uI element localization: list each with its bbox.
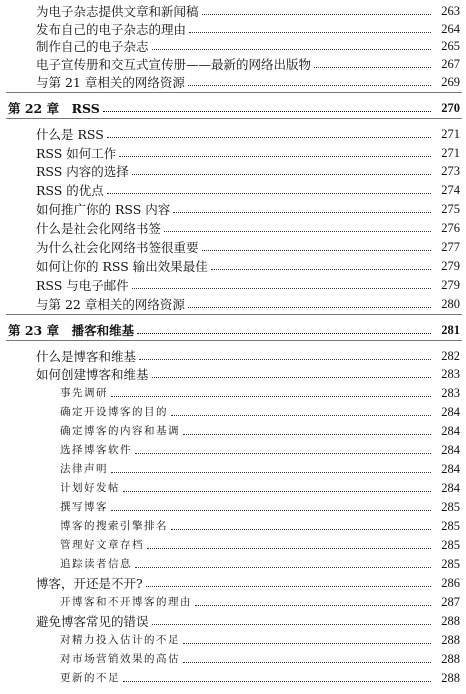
entry-title: 计划好发帖 bbox=[60, 482, 120, 494]
entry-title: 撰写博客 bbox=[60, 501, 108, 513]
page-number: 284 bbox=[441, 462, 460, 476]
dot-leader bbox=[119, 156, 431, 157]
dot-leader bbox=[183, 434, 431, 435]
page-number: 273 bbox=[441, 164, 460, 178]
toc-entry bbox=[0, 199, 460, 217]
page-number: 283 bbox=[441, 367, 460, 381]
dot-leader bbox=[135, 567, 431, 568]
dot-leader bbox=[211, 269, 431, 270]
section-rule bbox=[6, 340, 462, 341]
page-number: 279 bbox=[441, 278, 460, 292]
page-number: 286 bbox=[441, 576, 460, 590]
entry-title: 避免博客常见的错误 bbox=[36, 614, 149, 629]
dot-leader bbox=[139, 359, 431, 360]
dot-leader bbox=[111, 472, 431, 473]
dot-leader bbox=[188, 307, 431, 308]
toc-entry bbox=[0, 459, 460, 477]
dot-leader bbox=[123, 491, 431, 492]
toc-entry bbox=[0, 161, 460, 179]
entry-title: 发布自己的电子杂志的理由 bbox=[36, 22, 187, 37]
toc-entry bbox=[0, 383, 460, 401]
dot-leader bbox=[152, 49, 431, 50]
dot-leader bbox=[107, 193, 431, 194]
page-number: 264 bbox=[441, 22, 460, 36]
entry-title: 第 22 章 RSS bbox=[8, 101, 100, 116]
dot-leader bbox=[152, 377, 431, 378]
toc-entry bbox=[0, 478, 460, 496]
toc-entry bbox=[0, 421, 460, 439]
toc-entry bbox=[0, 630, 460, 648]
entry-title: 电子宣传册和交互式宣传册——最新的网络出版物 bbox=[36, 57, 312, 72]
toc-entry bbox=[0, 440, 460, 458]
entry-title: 追踪读者信息 bbox=[60, 558, 132, 570]
toc-entry bbox=[0, 573, 460, 591]
entry-title: 如何让你的 RSS 输出效果最佳 bbox=[36, 259, 208, 274]
toc-entry bbox=[0, 54, 460, 72]
entry-title: RSS 的优点 bbox=[36, 183, 104, 198]
entry-title: 确定开设博客的目的 bbox=[60, 406, 168, 418]
entry-title: 确定博客的内容和基调 bbox=[60, 425, 180, 437]
page-number: 288 bbox=[441, 652, 460, 666]
dot-leader bbox=[183, 643, 431, 644]
dot-leader bbox=[173, 212, 431, 213]
toc-entry bbox=[0, 554, 460, 572]
toc-entry bbox=[0, 256, 460, 274]
page-number: 263 bbox=[441, 4, 460, 18]
page-number: 270 bbox=[441, 101, 460, 115]
page-number: 275 bbox=[441, 202, 460, 216]
page-number: 284 bbox=[441, 481, 460, 495]
toc-entry bbox=[0, 275, 460, 293]
page-number: 271 bbox=[441, 127, 460, 141]
dot-leader bbox=[164, 231, 431, 232]
dot-leader bbox=[183, 662, 431, 663]
page-number: 280 bbox=[441, 297, 460, 311]
page-number: 288 bbox=[441, 633, 460, 647]
toc-entry bbox=[0, 237, 460, 255]
page-number: 267 bbox=[441, 57, 460, 71]
page-number: 285 bbox=[441, 519, 460, 533]
dot-leader bbox=[132, 174, 431, 175]
page-number: 276 bbox=[441, 221, 460, 235]
entry-title: RSS 内容的选择 bbox=[36, 164, 129, 179]
page-number: 282 bbox=[441, 349, 460, 363]
entry-title: RSS 如何工作 bbox=[36, 146, 117, 161]
toc-entry bbox=[0, 218, 460, 236]
dot-leader bbox=[202, 250, 431, 251]
page-number: 284 bbox=[441, 424, 460, 438]
entry-title: 与第 21 章相关的网络资源 bbox=[36, 75, 185, 90]
entry-title: 事先调研 bbox=[60, 387, 108, 399]
entry-title: 为什么社会化网络书签很重要 bbox=[36, 240, 199, 255]
page-number: 288 bbox=[441, 671, 460, 685]
entry-title: 管理好文章存档 bbox=[60, 539, 144, 551]
toc-entry bbox=[0, 402, 460, 420]
toc-entry bbox=[0, 516, 460, 534]
page-number: 288 bbox=[441, 614, 460, 628]
entry-title: 选择博客软件 bbox=[60, 444, 132, 456]
dot-leader bbox=[146, 586, 431, 587]
entry-title: 什么是社会化网络书签 bbox=[36, 221, 162, 236]
toc-entry bbox=[0, 649, 460, 667]
dot-leader bbox=[314, 67, 431, 68]
page-number: 274 bbox=[441, 183, 460, 197]
toc-entry bbox=[0, 180, 460, 198]
dot-leader bbox=[107, 137, 431, 138]
toc-entry bbox=[0, 668, 460, 686]
toc-entry bbox=[0, 124, 460, 142]
section-rule bbox=[6, 118, 462, 119]
dot-leader bbox=[135, 453, 431, 454]
toc-entry bbox=[0, 346, 460, 364]
dot-leader bbox=[137, 333, 431, 334]
toc-entry bbox=[0, 19, 460, 37]
entry-title: 第 23 章 播客和维基 bbox=[8, 323, 135, 338]
entry-title: 更新的不足 bbox=[60, 672, 120, 684]
dot-leader bbox=[189, 32, 431, 33]
chapter-heading bbox=[0, 98, 460, 116]
entry-title: 如何创建博客和维基 bbox=[36, 367, 149, 382]
page-number: 285 bbox=[441, 557, 460, 571]
dot-leader bbox=[103, 111, 431, 112]
entry-title: 对市场营销效果的高估 bbox=[60, 653, 180, 665]
entry-title: 制作自己的电子杂志 bbox=[36, 39, 149, 54]
toc-entry bbox=[0, 497, 460, 515]
entry-title: 法律声明 bbox=[60, 463, 108, 475]
dot-leader bbox=[123, 681, 431, 682]
dot-leader bbox=[132, 288, 431, 289]
dot-leader bbox=[188, 85, 431, 86]
chapter-heading bbox=[0, 320, 460, 338]
section-rule bbox=[6, 314, 462, 315]
entry-title: 什么是 RSS bbox=[36, 127, 104, 142]
page-number: 281 bbox=[441, 323, 460, 337]
dot-leader bbox=[111, 396, 431, 397]
toc-entry bbox=[0, 143, 460, 161]
page-number: 279 bbox=[441, 259, 460, 273]
page-number: 271 bbox=[441, 146, 460, 160]
entry-title: RSS 与电子邮件 bbox=[36, 278, 129, 293]
page-number: 284 bbox=[441, 443, 460, 457]
page-number: 287 bbox=[441, 595, 460, 609]
entry-title: 开博客和不开博客的理由 bbox=[60, 596, 192, 608]
page-number: 285 bbox=[441, 538, 460, 552]
page-number: 265 bbox=[441, 39, 460, 53]
dot-leader bbox=[111, 510, 431, 511]
page-number: 284 bbox=[441, 405, 460, 419]
toc-entry bbox=[0, 294, 460, 312]
dot-leader bbox=[171, 415, 431, 416]
page-number: 285 bbox=[441, 500, 460, 514]
entry-title: 为电子杂志提供文章和新闻稿 bbox=[36, 4, 199, 19]
toc-entry bbox=[0, 535, 460, 553]
entry-title: 什么是博客和维基 bbox=[36, 349, 137, 364]
dot-leader bbox=[202, 14, 431, 15]
toc-entry bbox=[0, 364, 460, 382]
dot-leader bbox=[195, 605, 431, 606]
page-number: 283 bbox=[441, 386, 460, 400]
entry-title: 与第 22 章相关的网络资源 bbox=[36, 297, 185, 312]
entry-title: 如何推广你的 RSS 内容 bbox=[36, 202, 171, 217]
entry-title: 对精力投入估计的不足 bbox=[60, 634, 180, 646]
page-number: 269 bbox=[441, 75, 460, 89]
toc-entry bbox=[0, 592, 460, 610]
section-rule bbox=[6, 92, 462, 93]
toc-entry bbox=[0, 611, 460, 629]
toc-entry bbox=[0, 1, 460, 19]
toc-entry bbox=[0, 72, 460, 90]
entry-title: 博客，开还是不开? bbox=[36, 576, 143, 591]
dot-leader bbox=[152, 624, 431, 625]
dot-leader bbox=[147, 548, 431, 549]
entry-title: 博客的搜索引擎排名 bbox=[60, 520, 168, 532]
toc-entry bbox=[0, 36, 460, 54]
dot-leader bbox=[171, 529, 431, 530]
page-number: 277 bbox=[441, 240, 460, 254]
